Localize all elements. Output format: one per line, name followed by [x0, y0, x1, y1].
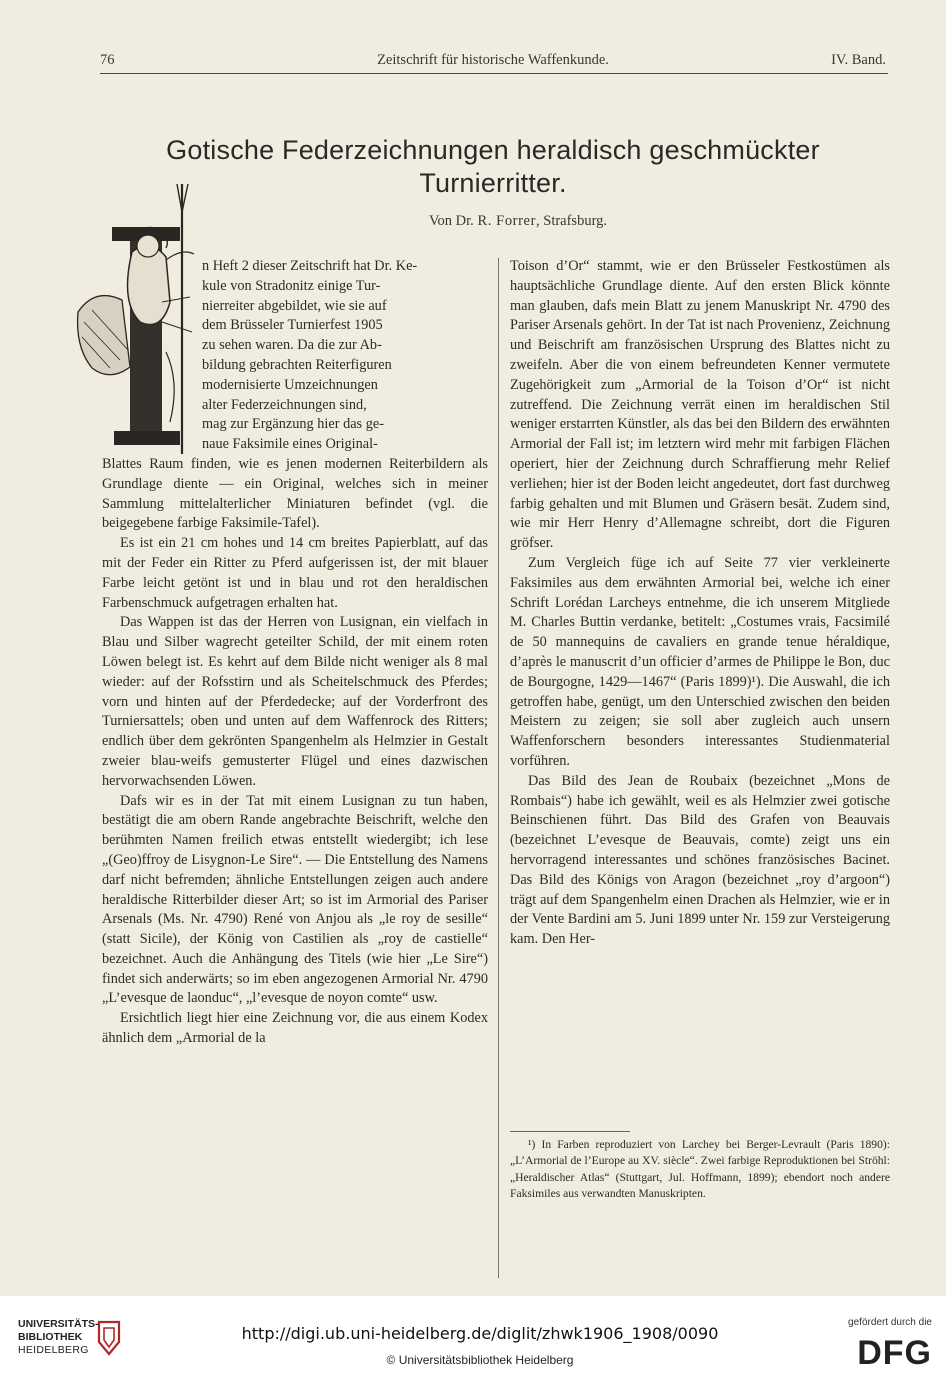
running-head: [100, 52, 886, 72]
text-line: modernisierte Umzeichnungen: [202, 376, 378, 393]
byline: [340, 213, 696, 230]
text-line: naue Faksimile eines Original-: [202, 436, 378, 453]
paragraph-4: Dafs wir es in der Tat mit einem Lusignan zu tun haben, bestätigt die am obern Rande angebrachte Beischrift, welche den berühmten Namen freilich etwas entstellt wiedergibt; ich lese „(Geo)ffroy de Lisygnon-Le Sire“. — Die Entstellung des Namens darf nicht befremden; ähnliche Entstellungen zeigen auch andere heraldische Ritterbilder dieser Art; so ist im Armorial des Pariser Arsenals (Ms. Nr. 4790) René von Anjou als „le roy de sesille“ (statt Sicile), der König von Castilien als „roy de castielle“ bezeichnet. Auch die Anhängung des Titels (wie hier „Le Sire“) findet sich anderwärts; so im eben angezogenen Armorial Nr. 4790 „L’evesque de laonduc“, „l’evesque de noyon comte“ usw.: [102, 792, 488, 1007]
text-line: kule von Stradonitz einige Tur-: [202, 277, 381, 294]
paragraph-3: Das Wappen ist das der Herren von Lusignan, ein vielfach in Blau und Silber wagrecht geteilter Schild, der mit einem roten Löwen belegt ist. Es kehrt auf dem Bilde nicht weniger als 8 mal wieder: auf der Rofsstirn und als Scheitelschmuck des Pferdes; vorn und hinten auf der Pferdedecke; auf der Vorderfront des Turniersattels; oben und unten auf dem Waffenrock des Ritters; endlich über dem gekrönten Spangenhelm als Helmzier in Gestalt zweier blau-weifs gemusterter Flügel und eines dazwischen hervorwachsenden Löwen.: [102, 614, 488, 789]
dfg-logo-text: DFG: [857, 1334, 932, 1368]
footnote-rule: [510, 1131, 630, 1132]
library-name-line-1: UNIVERSITÄTS-: [18, 1318, 99, 1330]
paragraph-1-opening: [102, 257, 488, 455]
footnotes: [510, 1137, 890, 1203]
byline-suffix: , Strafsburg.: [536, 213, 608, 229]
text-line: alter Federzeichnungen sind,: [202, 396, 367, 413]
permalink-url[interactable]: http://digi.ub.uni-heidelberg.de/diglit/zhwk1906_1908/0090: [241, 1324, 719, 1343]
paragraph-7: Zum Vergleich füge ich auf Seite 77 vier verkleinerte Faksimiles aus dem erwähnten Armorial bei, welche ich einer Schrift Lorédan Larcheys entnehme, die ich unserem Mitgliede M. Charles Buttin verdanke, betitelt: „Costumes vrais, Facsimilé de 50 mannequins de cavaliers en grande tenue héraldique, d’après le manuscrit d’un officier d’armes de Philippe le Bon, duc de Bourgogne, 1429—1467“ (Paris 1899)¹). Die Auswahl, die ich getroffen habe, genügt, um den Unterschied zwischen den beiden Meistern zu zeigen; sie soll aber zugleich auch unsern Waffenforschern besonders interessantes Studienmaterial vorführen.: [510, 554, 890, 769]
funding-caption: gefördert durch die: [848, 1317, 932, 1328]
byline-prefix: Von Dr.: [428, 213, 478, 229]
copyright-notice: © Universitätsbibliothek Heidelberg: [386, 1353, 574, 1367]
page-number: 76: [100, 52, 115, 68]
text-line: bildung gebrachten Reiterfiguren: [202, 356, 392, 373]
journal-title: Zeitschrift für historische Waffenkunde.: [377, 52, 609, 68]
title-line-1: Gotische Federzeichnungen heraldisch geschmückter: [166, 135, 820, 165]
left-column: [102, 257, 488, 1049]
text-line: zu sehen waren. Da die zur Ab-: [202, 337, 382, 354]
header-rule: [100, 73, 888, 74]
text-line: n Heft 2 dieser Zeitschrift hat Dr. Ke-: [202, 258, 418, 274]
library-emblem-icon: [95, 1320, 123, 1356]
paragraph-6: Toison d’Or“ stammt, wie er den Brüsseler Festkostümen als hauptsächliche Grundlage diente. Auf den ersten Blick könnte man glauben, dafs mein Blatt zu jenem Manuskript Nr. 4790 des Pariser Arsenals gehört. In der Tat ist nach Provenienz, Zeichnung und Beischrift am französischen Ursprung des Blattes nicht zu zweifeln. Aber die von einem befreundeten Kenner vermutete Zugehörigkeit zum „Armorial de la Toison d’Or“ ist nicht zutreffend. Die Zeichnung verrät einen im heraldischen Stil weniger erstarrten Künstler, als das bei den Bildern des erwähnten Armorial der Fall ist; im letztern wird mehr mit farbigen Flächen operiert, hier der Zeichnung durch Schraffierung mehr Relief verliehen; hier ist der Boden leicht angedeutet, dort fast durchweg farbig gehalten und mit Blumen und Gräsern besät. Zudem sind, wie mir Herr Henry d’Allemagne schreibt, dort die Figuren gröfser.: [510, 258, 890, 552]
column-divider: [498, 258, 499, 1278]
dfg-logo-icon[interactable]: [836, 1334, 932, 1368]
volume-label: IV. Band.: [831, 52, 886, 68]
library-name-line-3: HEIDELBERG: [18, 1344, 89, 1356]
text-line: mag zur Ergänzung hier das ge-: [202, 416, 384, 433]
article-title: [110, 134, 876, 200]
paragraph-1-continued: Blattes Raum finden, wie es jenen modernen Reiterbildern als Grundlage diente — ein Original, welches sich in meiner Sammlung mittelalterlicher Miniaturen befindet (vgl. die beigegebene farbige Faksimile-Tafel).: [102, 455, 488, 532]
text-line: dem Brüsseler Turnierfest 1905: [202, 317, 383, 334]
text-line: nierreiter abgebildet, wie sie auf: [202, 297, 387, 314]
paragraph-2: Es ist ein 21 cm hohes und 14 cm breites Papierblatt, auf das mit der Feder ein Ritter zu Pferd aufgerissen ist, der mit blauer Farbe leicht getönt ist und in blau und rot den heraldischen Farbenschmuck aufgetragen erhalten hat.: [102, 535, 488, 611]
paragraph-8: Das Bild des Jean de Roubaix (bezeichnet „Mons de Rombais“) habe ich gewählt, weil es als Helmzier zwei gotische Beinschienen führt. Das Bild des Grafen von Beauvais (bezeichnet L’evesque de Beauvais, comte) zeigt uns ein hervorragend interessantes und schönes französisches Bacinet. Das Bild des Königs von Aragon (bezeichnet „roy d’argoon“) trägt auf dem Spangenhelm einen Drachen als Helmzier, wie er in der Vente Bardini am 5. Juni 1899 unter Nr. 159 zur Versteigerung kam. Den Her-: [510, 772, 890, 948]
title-line-2: Turnierritter.: [419, 168, 567, 198]
library-name-line-2: BIBLIOTHEK: [18, 1331, 83, 1343]
library-logo[interactable]: [18, 1318, 98, 1357]
paragraph-5: Ersichtlich liegt hier eine Zeichnung vor, die aus einem Kodex ähnlich dem „Armorial de la: [102, 1010, 488, 1047]
footnote-1: ¹) In Farben reproduziert von Larchey bei Berger-Levrault (Paris 1890): „L’Armorial de l’Europe au XV. siècle“. Zwei farbige Reproduktionen bei Ströhl: „Heraldischer Atlas“ (Stuttgart, Jul. Hoffmann, 1899); ebendort noch andere Faksimiles aus verwandten Manuskripten.: [510, 1138, 890, 1201]
author-name: R. Forrer: [477, 213, 536, 229]
right-column: [510, 257, 890, 950]
